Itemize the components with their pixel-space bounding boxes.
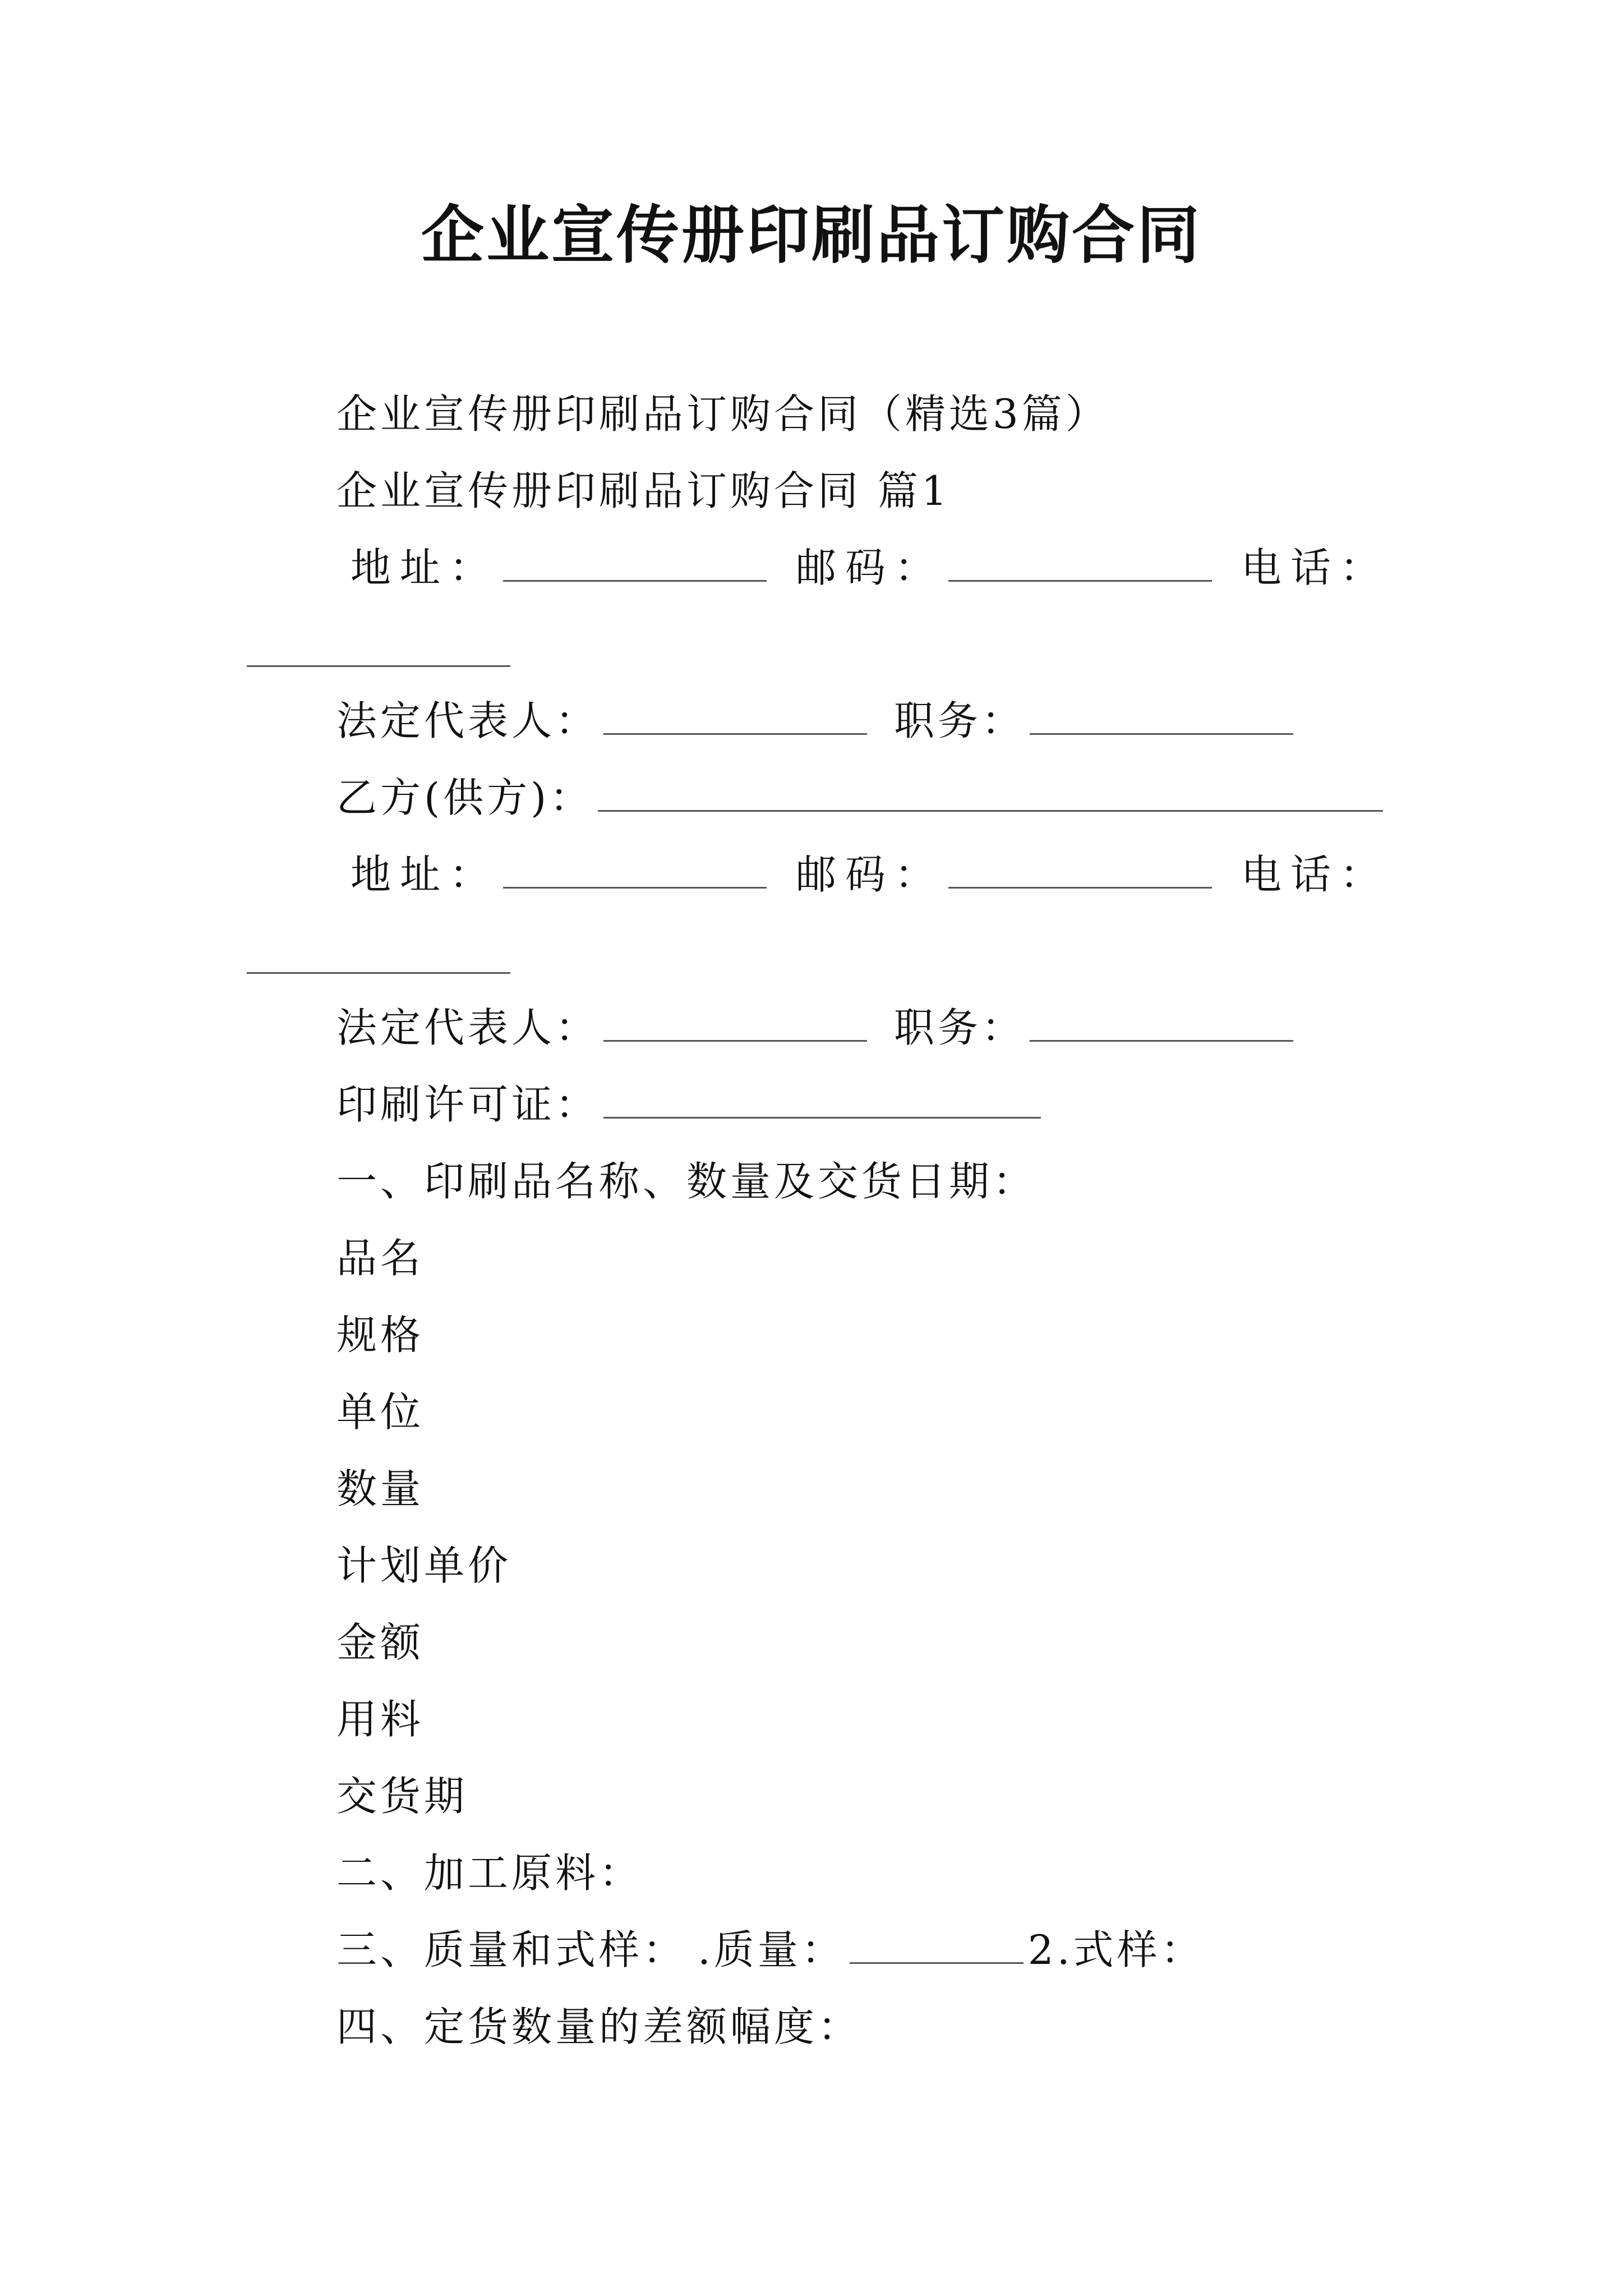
- address-blank: [503, 848, 767, 889]
- item-spec: 规格: [336, 1312, 425, 1359]
- position-blank: [1030, 694, 1293, 735]
- phone-label: 电话：: [1241, 544, 1390, 591]
- legal-rep-blank: [603, 1001, 867, 1042]
- party-a-address-row: [351, 540, 1389, 596]
- item-delivery: 交货期: [336, 1773, 468, 1820]
- clause-1: 一、印刷品名称、数量及交货日期：: [336, 1158, 1037, 1205]
- license-blank: [603, 1078, 1041, 1119]
- position-label: 职务：: [894, 697, 1026, 744]
- clause-4: 四、定货数量的差额幅度：: [336, 2003, 862, 2050]
- item-quantity: 数量: [336, 1465, 425, 1512]
- style-label: 2.式样：: [1027, 1926, 1205, 1973]
- item-amount: 金额: [336, 1619, 425, 1666]
- party-b-blank: [598, 771, 1383, 812]
- party-b-address-row: [351, 846, 1389, 903]
- postcode-blank: [948, 541, 1212, 582]
- legal-rep-label: 法定代表人：: [336, 697, 600, 744]
- document-title: 企业宣传册印刷品订购合同: [421, 199, 1202, 272]
- address-label: 地址：: [351, 851, 499, 898]
- postcode-label: 邮码：: [796, 544, 944, 591]
- license-label: 印刷许可证：: [336, 1081, 600, 1128]
- party-b-label: 乙方(供方)：: [336, 774, 594, 821]
- party-b-row: [336, 770, 1387, 826]
- phone-blank-wrapped: [247, 663, 510, 667]
- clause-3: [336, 1922, 1205, 1978]
- position-label: 职务：: [894, 1004, 1026, 1051]
- postcode-label: 邮码：: [796, 851, 944, 898]
- item-name: 品名: [336, 1235, 425, 1282]
- legal-rep-label: 法定代表人：: [336, 1004, 600, 1051]
- item-unit: 单位: [336, 1388, 425, 1435]
- quality-label: .质量：: [698, 1926, 845, 1973]
- legal-rep-blank: [603, 694, 867, 735]
- clause-3-lead: 三、质量和式样：: [336, 1926, 687, 1973]
- position-blank: [1030, 1001, 1293, 1042]
- party-a-rep-row: [336, 693, 1298, 749]
- phone-blank-wrapped: [247, 970, 510, 974]
- item-material: 用料: [336, 1696, 425, 1743]
- party-b-rep-row: [336, 1000, 1298, 1056]
- item-planned-price: 计划单价: [336, 1542, 512, 1589]
- document-subtitle: 企业宣传册印刷品订购合同（精选3篇）: [336, 390, 1109, 438]
- quality-blank: [850, 1923, 1023, 1964]
- license-row: [336, 1076, 1045, 1133]
- phone-label: 电话：: [1241, 851, 1390, 898]
- postcode-blank: [948, 848, 1212, 889]
- address-blank: [503, 541, 767, 582]
- address-label: 地址：: [351, 544, 499, 591]
- section-heading: 企业宣传册印刷品订购合同 篇1: [336, 467, 951, 514]
- clause-2: 二、加工原料：: [336, 1849, 643, 1897]
